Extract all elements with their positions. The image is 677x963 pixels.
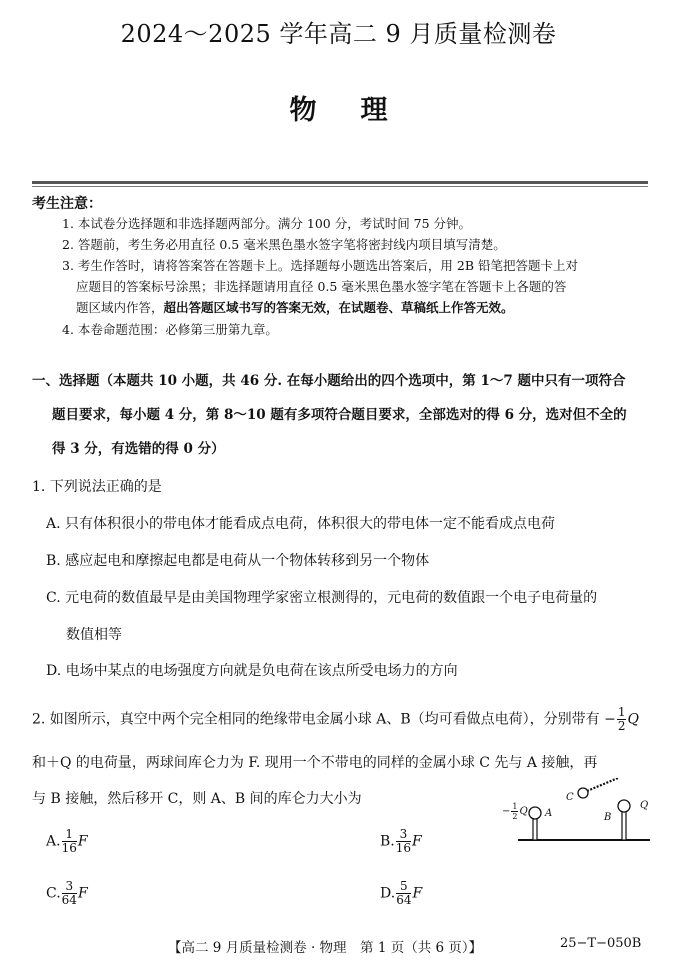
q2-option-d-unit: F <box>412 885 423 902</box>
rod-c <box>587 778 618 791</box>
label-half-fraction <box>511 802 518 821</box>
q2-option-c-fraction <box>62 880 77 907</box>
q2-option-d-label: D. <box>380 885 396 902</box>
q2-stem-line-2: 和＋Q 的电荷量，两球间库仑力为 F. 现用一个不带电的同样的金属小球 C 先与 A 接触，再 <box>32 755 598 771</box>
q1-option-d: D. 电场中某点的电场强度方向就是负电荷在该点所受电场力的方向 <box>46 663 458 679</box>
q2-option-b-label: B. <box>380 833 395 850</box>
notice-emphasis: 超出答题区域书写的答案无效，在试题卷、草稿纸上作答无效。 <box>163 300 514 315</box>
label-minus: − <box>502 806 511 817</box>
label-q: Q <box>640 800 649 811</box>
q2-option-d-num: 5 <box>396 880 411 894</box>
q2-option-a <box>46 828 88 855</box>
subject-title: 物理 <box>289 95 432 126</box>
q2-option-d-fraction <box>396 880 411 907</box>
sphere-b <box>618 800 630 812</box>
q2-option-b-fraction <box>396 828 411 855</box>
q1-option-c: C. 元电荷的数值最早是由美国物理学家密立根测得的，元电荷的数值跟一个电子电荷量的 <box>46 590 598 606</box>
label-half-num: 1 <box>512 802 518 811</box>
header-rule-thick <box>32 181 648 184</box>
sphere-a <box>529 807 541 819</box>
q2-stem-line-1 <box>32 706 639 733</box>
q2-option-b-num: 3 <box>396 828 411 842</box>
label-half-den: 2 <box>512 812 518 821</box>
exam-title: 2024～2025 学年高二 9 月质量检测卷 <box>120 20 557 48</box>
sphere-c <box>578 788 588 798</box>
q1-option-b: B. 感应起电和摩擦起电都是电荷从一个物体转移到另一个物体 <box>46 553 430 569</box>
q2-option-d-den: 64 <box>396 893 412 907</box>
label-minus-half-q <box>502 802 528 821</box>
notice-item-3-cont: 应题目的答案标号涂黑；非选择题请用直径 0.5 毫米黑色墨水签字笔在答题卡上各题的答 <box>76 279 567 294</box>
section-heading-line-2: 题目要求，每小题 4 分，第 8～10 题有多项符合题目要求，全部选对的得 6 分，选对但不全的 <box>52 407 627 423</box>
page-footer: 【高二 9 月质量检测卷 · 物理 第 1 页（共 6 页）】 <box>168 940 483 956</box>
q2-figure <box>500 778 660 848</box>
q2-stem-fraction <box>617 706 627 733</box>
stand-a <box>533 818 537 840</box>
q2-option-b-den: 16 <box>395 841 412 855</box>
notice-item-2: 2. 答题前，考生务必用直径 0.5 毫米黑色墨水签字笔将密封线内项目填写清楚。 <box>62 237 506 252</box>
notice-heading: 考生注意： <box>32 196 102 212</box>
label-half-q: Q <box>519 806 528 817</box>
header-rule-thin <box>32 186 648 187</box>
q2-option-b-unit: F <box>412 833 422 850</box>
q2-stem-q: Q <box>627 711 639 728</box>
q2-option-c <box>46 880 88 907</box>
q2-stem-frac-num: 1 <box>617 705 626 719</box>
section-heading-line-1: 一、选择题（本题共 10 小题，共 46 分. 在每小题给出的四个选项中，第 1～7 题中只有一项符合 <box>32 373 626 389</box>
page-code: 25−T−050B <box>560 936 642 951</box>
stand-b <box>622 811 626 840</box>
label-c: C <box>566 792 574 803</box>
q2-option-a-label: A. <box>46 833 61 850</box>
notice-item-1: 1. 本试卷分选择题和非选择题两部分。满分 100 分，考试时间 75 分钟。 <box>62 216 472 231</box>
q2-stem-frac-den: 2 <box>617 719 626 733</box>
q2-option-c-label: C. <box>46 885 61 902</box>
notice-item-3-cont2 <box>76 298 514 316</box>
label-b: B <box>604 812 612 823</box>
q2-option-a-fraction <box>62 828 77 855</box>
q2-option-c-den: 64 <box>61 893 77 907</box>
q2-option-a-den: 16 <box>61 841 77 855</box>
q2-option-a-unit: F <box>77 833 88 850</box>
q1-stem: 1. 下列说法正确的是 <box>32 479 162 495</box>
notice-item-3: 3. 考生作答时，请将答案答在答题卡上。选择题每小题选出答案后，用 2B 铅笔把答题卡上对 <box>62 258 578 273</box>
label-a: A <box>545 808 553 819</box>
notice-item-3-tail: 题区域内作答， <box>76 300 164 315</box>
q2-stem-text: 2. 如图所示，真空中两个完全相同的绝缘带电金属小球 A、B（均可看做点电荷），分别带有 − <box>32 711 616 728</box>
q1-option-c-cont: 数值相等 <box>66 627 122 643</box>
q2-stem-line-3: 与 B 接触，然后移开 C，则 A、B 间的库仑力大小为 <box>32 791 362 807</box>
q2-option-c-unit: F <box>77 885 88 902</box>
q2-option-a-num: 1 <box>62 828 77 842</box>
q1-option-a: A. 只有体积很小的带电体才能看成点电荷，体积很大的带电体一定不能看成点电荷 <box>46 516 556 532</box>
q2-option-d <box>380 880 422 907</box>
notice-item-4: 4. 本卷命题范围：必修第三册第九章。 <box>62 322 278 337</box>
q2-option-b <box>380 828 422 855</box>
q2-option-c-num: 3 <box>62 880 77 894</box>
section-heading-line-3: 得 3 分，有选错的得 0 分） <box>52 441 225 457</box>
